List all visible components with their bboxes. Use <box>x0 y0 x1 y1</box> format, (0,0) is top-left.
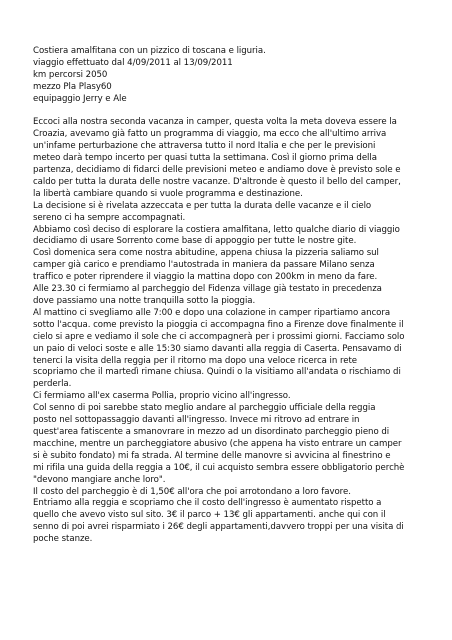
diary-line: senno di poi avrei risparmiato i 26€ degli appartamenti,davvero troppi per una visita di <box>33 522 404 533</box>
diary-line: mi rifila una guida della reggia a 10€, il cui acquisto sembra essere obbligatorio perchè <box>33 462 405 473</box>
diary-line: posto nel sottopassaggio davanti all'ingresso. Invece mi ritrovo ad entrare in <box>33 415 360 426</box>
diary-line: si è subito fondato) mi fa strada. Al termine delle manovre si avvicina al finestrino e <box>33 450 391 461</box>
diary-line: cielo si apre e vediamo il sole che ci accompagnerà per i prossimi giorni. Facciamo solo <box>33 331 405 342</box>
trip-vehicle: mezzo Pla Plasy60 <box>33 81 112 92</box>
diary-line: "devono mangiare anche loro". <box>33 474 166 485</box>
trip-distance: km percorsi 2050 <box>33 69 108 80</box>
diary-line: scopriamo che il martedì rimane chiusa. Quindi o la visitiamo all'andata o rischiamo di <box>33 367 401 378</box>
diary-line: Croazia, avevamo già fatto un programma di viaggio, ma ecco che all'ultimo arriva <box>33 129 387 140</box>
diary-line: Eccoci alla nostra seconda vacanza in camper, questa volta la meta doveva essere la <box>33 117 397 128</box>
diary-line: la libertà cambiare quando si vuole programma e destinazione. <box>33 188 303 199</box>
diary-line: sotto l'acqua. come previsto la pioggia ci accompagna fino a Firenze dove finalmente il <box>33 319 404 330</box>
diary-line: meteo darà tempo incerto per quasi tutta la settimana. Così il giorno prima della <box>33 153 377 164</box>
trip-title: Costiera amalfitana con un pizzico di toscana e liguria. <box>33 46 266 56</box>
diary-line: quest'area fatiscente a smanovrare in mezzo ad un disordinato parcheggio pieno di <box>33 426 390 437</box>
diary-line: dove passiamo una notte tranquilla sotto la pioggia. <box>33 296 256 307</box>
diary-line: tenerci la visita della reggia per il ritorno ma dopo una veloce ricerca in rete <box>33 355 358 366</box>
diary-line: Entriamo alla reggia e scopriamo che il costo dell'ingresso è aumentato rispetto a <box>33 498 382 509</box>
diary-line: un'infame perturbazione che attraversa tutto il nord Italia e che per le previsioni <box>33 141 376 152</box>
diary-line: Alle 23.30 ci fermiamo al parcheggio del Fidenza village già testato in precedenza <box>33 284 382 295</box>
diary-line: poche stanze. <box>33 534 93 545</box>
diary-line: Col senno di poi sarebbe stato meglio andare al parcheggio ufficiale della reggia <box>33 403 376 414</box>
diary-line: camper già carico e prendiamo l'autostrada in maniera da passare Milano senza <box>33 260 375 271</box>
diary-line: Ci fermiamo all'ex caserma Pollia, proprio vicino all'ingresso. <box>33 391 291 402</box>
document-text <box>33 46 423 546</box>
diary-line: traffico e poter riprendere il viaggio la mattina dopo con 200km in meno da fare. <box>33 272 378 283</box>
diary-line: perderla. <box>33 379 72 390</box>
spacer <box>33 106 423 118</box>
diary-line: Abbiamo così deciso di esplorare la costiera amalfitana, letto qualche diario di viaggio <box>33 224 400 235</box>
diary-line: Il costo del parcheggio è di 1,50€ all'ora che poi arrotondano a loro favore. <box>33 486 351 497</box>
diary-line: macchine, mentre un parcheggiatore abusivo (che appena ha visto entrare un camper <box>33 438 402 449</box>
trip-crew: equipaggio Jerry e Ale <box>33 93 127 104</box>
diary-line: sereno ci ha sempre accompagnati. <box>33 212 186 223</box>
diary-line: un paio di veloci soste e alle 15:30 siamo davanti alla reggia di Caserta. Pensavamo di <box>33 343 402 354</box>
diary-line: Al mattino ci svegliamo alle 7:00 e dopo una colazione in camper ripartiamo ancora <box>33 307 391 318</box>
diary-line: La decisione si è rivelata azzeccata e per tutta la durata delle vacanze e il cielo <box>33 200 372 211</box>
diary-line: caldo per tutta la durata delle nostre vacanze. D'altronde è questo il bello del camper, <box>33 176 401 187</box>
diary-line: partenza, decidiamo di fidarci delle previsioni meteo e andiamo dove è previsto sole e <box>33 165 401 176</box>
travel-diary-body <box>33 117 423 546</box>
trip-dates: viaggio effettuato dal 4/09/2011 al 13/09/2011 <box>33 57 233 68</box>
diary-line: quello che avevo visto sul sito. 3€ il parco + 13€ gli appartamenti. anche qui con il <box>33 510 386 521</box>
diary-line: decidiamo di usare Sorrento come base di appoggio per tutte le nostre gite. <box>33 236 357 247</box>
diary-line: Così domenica sera come nostra abitudine, appena chiusa la pizzeria saliamo sul <box>33 248 379 259</box>
